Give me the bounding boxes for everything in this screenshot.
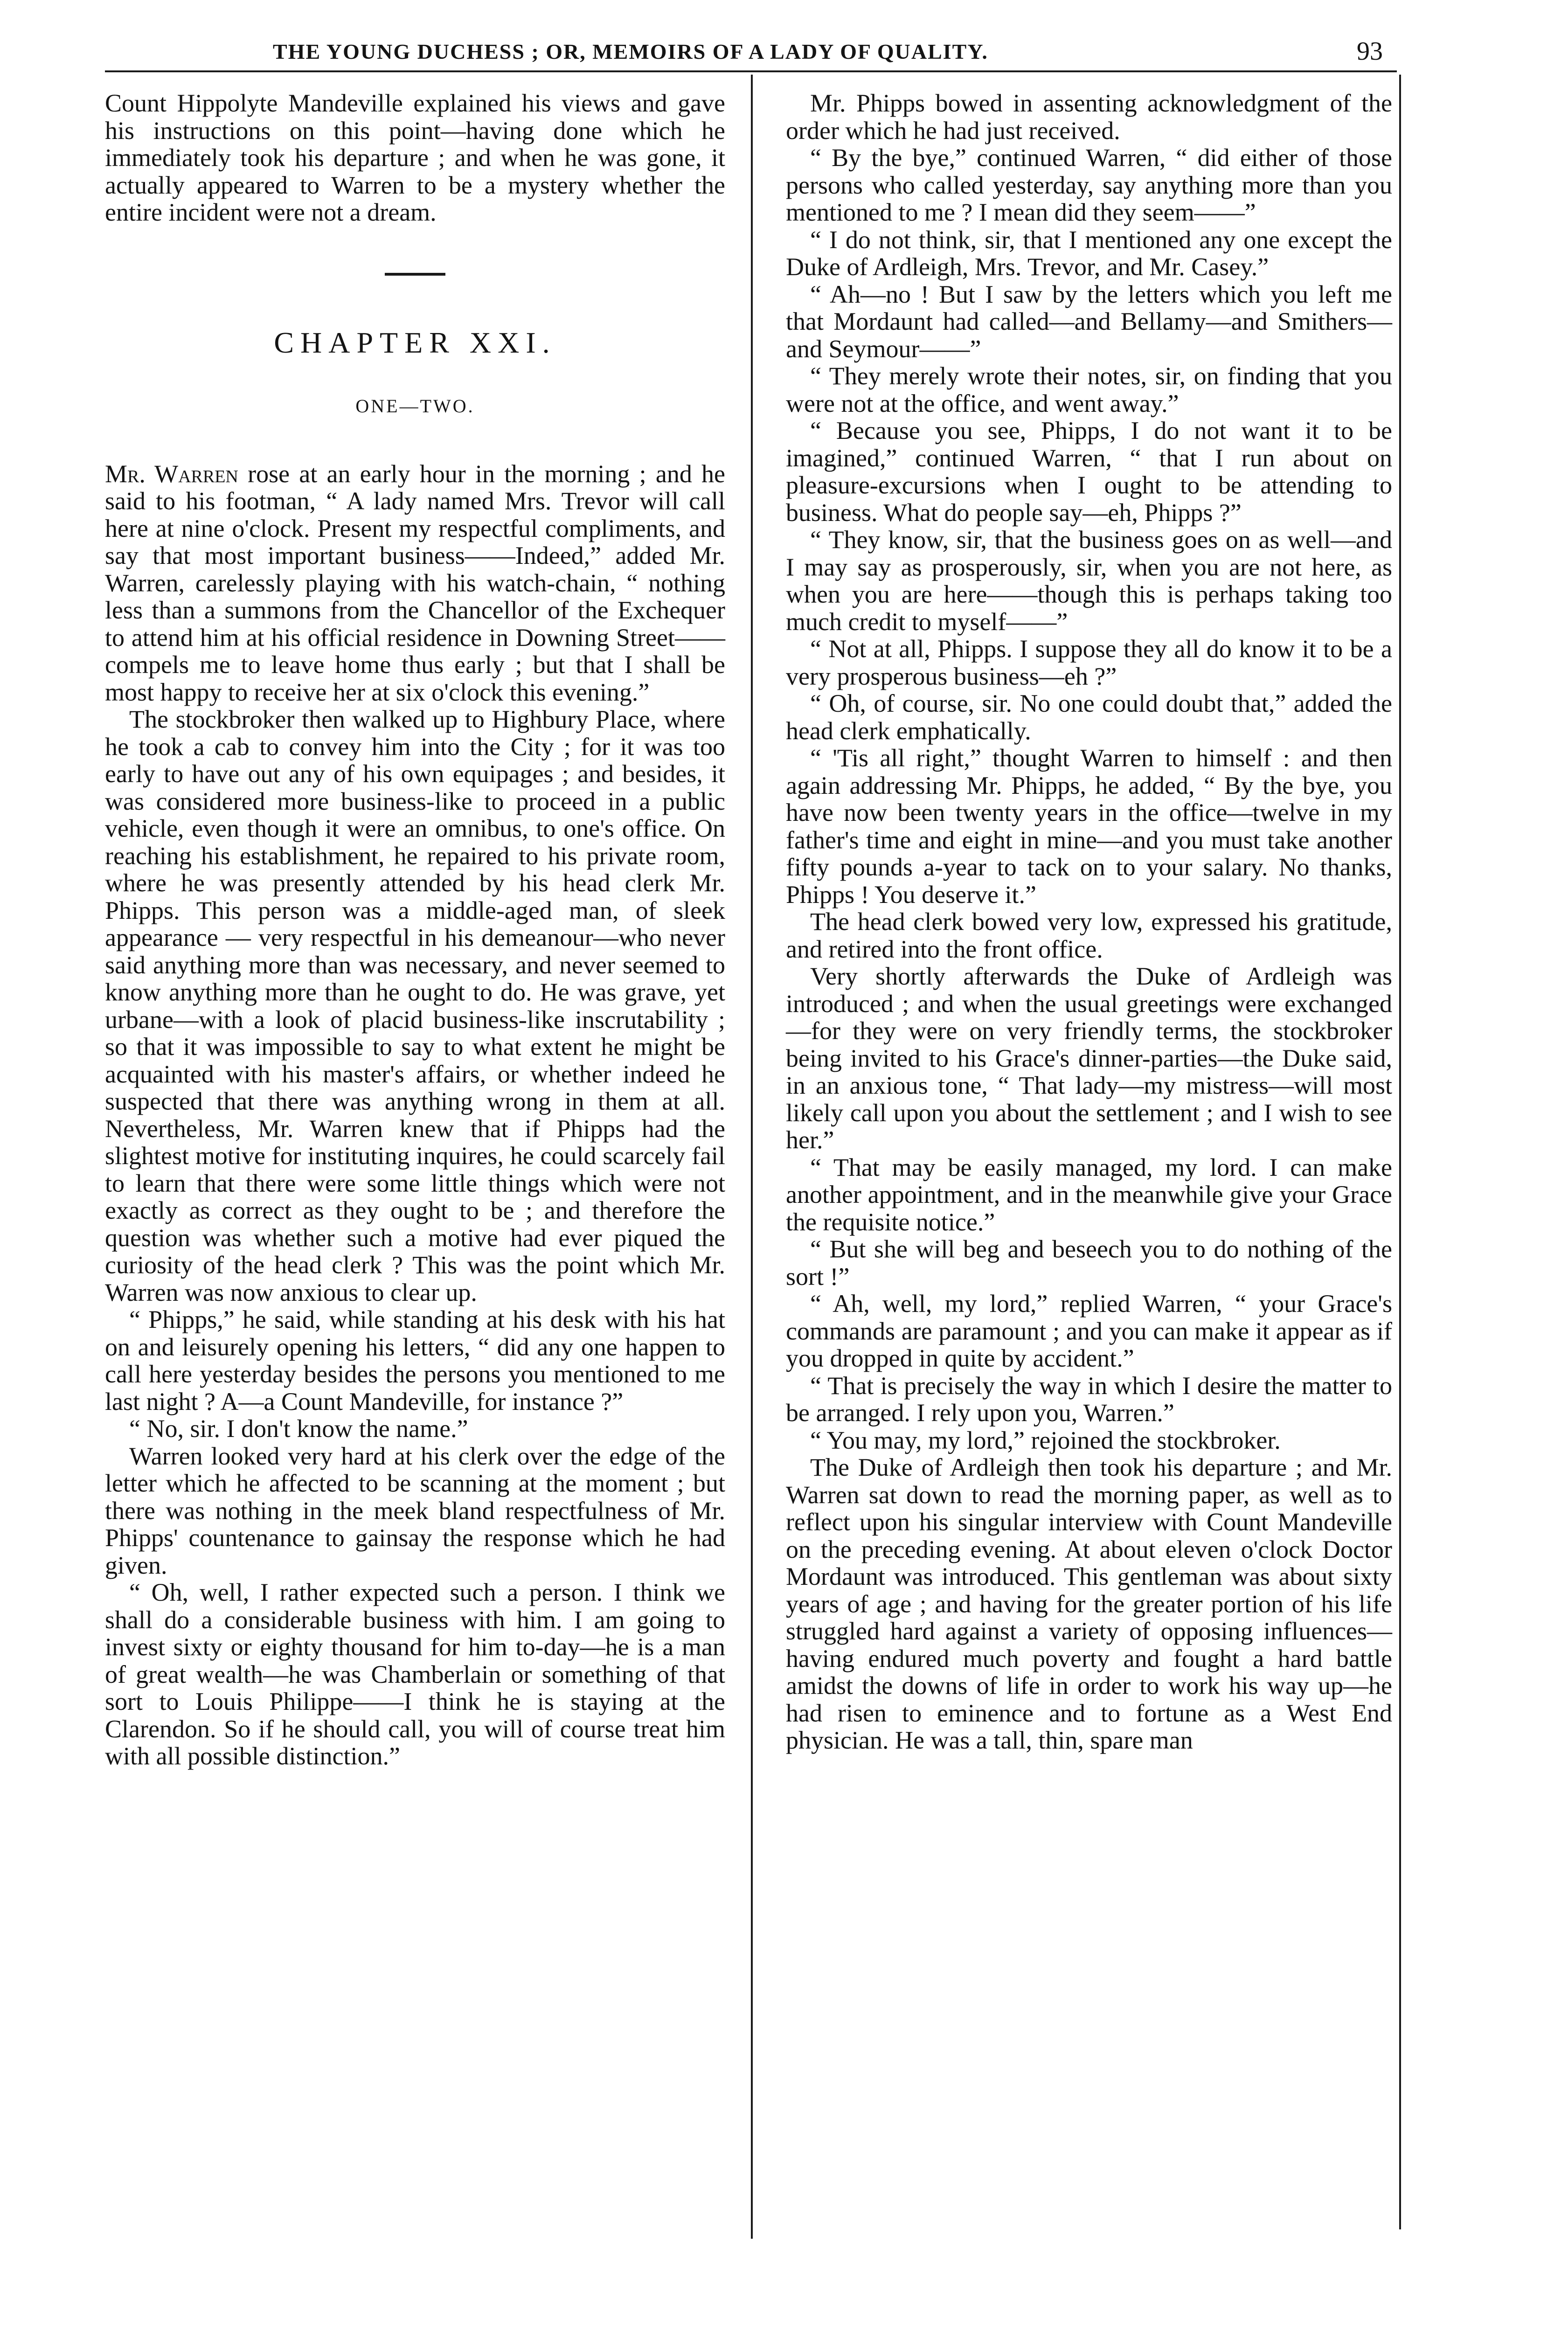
- right-column: [786, 90, 1392, 1754]
- paragraph: “ They merely wrote their notes, sir, on finding that you were not at the office, and went away.”: [786, 362, 1392, 417]
- chapter-heading: CHAPTER XXI.: [274, 326, 556, 359]
- left-column: [105, 90, 725, 1770]
- paragraph: “ You may, my lord,” rejoined the stockbroker.: [810, 1426, 1281, 1454]
- paragraph: “ Oh, of course, sir. No one could doubt that,” added the head clerk emphatically.: [786, 689, 1392, 745]
- paragraph: “ No, sir. I don't know the name.”: [129, 1415, 468, 1443]
- opening-words: Mr. Warren: [105, 459, 238, 488]
- paragraph: “ Because you see, Phipps, I do not want it to be imagined,” continued Warren, “ that I run about on pleasure-excursions when I ought to be attending to business. What do people say—eh, Phipps ?”: [786, 416, 1392, 527]
- paragraph: “ But she will beg and beseech you to do nothing of the sort !”: [786, 1235, 1392, 1291]
- paragraph: “ Ah—no ! But I saw by the letters which you left me that Mordaunt had called—and Bellamy—and Smithers—and Seymour——”: [786, 280, 1392, 363]
- first-paragraph-text: rose at an early hour in the morning ; and he said to his footman, “ A lady named Mrs. Trevor will call here at nine o'clock. Present my respectful compliments, and say that most important business——Indeed,” added Mr. Warren, carelessly playing with his watch-chain, “ nothing less than a summons from the Chancellor of the Exchequer to attend him at his official residence in Downing Street——compels me to leave home thus early ; but that I shall be most happy to receive her at six o'clock this evening.”: [105, 459, 726, 706]
- paragraph: Very shortly afterwards the Duke of Ardleigh was introduced ; and when the usual greetings were exchanged—for they were on very friendly terms, the stockbroker being invited to his Grace's dinner-parties—the Duke said, in an anxious tone, “ That lady—my mistress—will most likely call upon you about the settlement ; and I wish to see her.”: [786, 962, 1392, 1154]
- paragraph: “ They know, sir, that the business goes on as well—and I may say as prosperously, sir, when you are not here, as when you are here——though this is perhaps taking too much credit to myself——”: [786, 526, 1392, 636]
- paragraph: The Duke of Ardleigh then took his departure ; and Mr. Warren sat down to read the morning paper, as well as to reflect upon his singular interview with Count Mandeville on the preceding evening. At about eleven o'clock Doctor Mordaunt was introduced. This gentleman was about sixty years of age ; and having for the greater portion of his life struggled hard against a variety of opposing influences—having endured much poverty and fought a hard battle amidst the downs of life in order to work his way up—he had risen to eminence and to fortune as a West End physician. He was a tall, thin, spare man: [786, 1453, 1392, 1754]
- column-divider: [751, 75, 753, 2239]
- paragraph: The head clerk bowed very low, expressed his gratitude, and retired into the front office.: [786, 908, 1392, 963]
- paragraph: The stockbroker then walked up to Highbury Place, where he took a cab to convey him into the City ; for it was too early to have out any of his own equipages ; and besides, it was considered more business-like to proceed in a public vehicle, even though it were an omnibus, to one's office. On reaching his establishment, he repaired to his private room, where he was presently attended by his head clerk Mr. Phipps. This person was a middle-aged man, of sleek appearance — very respectful in his demeanour—who never said anything more than was necessary, and never seemed to know anything more than he ought to do. He was grave, yet urbane—with a look of placid business-like inscrutability ; so that it was impossible to say to what extent he might be acquainted with his master's affairs, or whether indeed he suspected that there was anything wrong in them at all. Nevertheless, Mr. Warren knew that if Phipps had the slightest motive for instituting inquires, he could scarcely fail to learn that there were some little things which were not exactly as correct as they ought to be ; and therefore the question was whether such a motive had ever piqued the curiosity of the head clerk ? This was the point which Mr. Warren was now anxious to clear up.: [105, 705, 725, 1306]
- paragraph: Warren looked very hard at his clerk over the edge of the letter which he affected to be scanning at the moment ; but there was nothing in the meek bland respectfulness of Mr. Phipps' countenance to gainsay the response which he had given.: [105, 1442, 725, 1579]
- first-paragraph: [105, 460, 725, 706]
- paragraph: “ I do not think, sir, that I mentioned any one except the Duke of Ardleigh, Mrs. Trevor, and Mr. Casey.”: [786, 225, 1392, 281]
- paragraph: “ Not at all, Phipps. I suppose they all do know it to be a very prosperous business—eh ?”: [786, 635, 1392, 690]
- section-divider: [385, 273, 445, 276]
- running-title: THE YOUNG DUCHESS ; OR, MEMOIRS OF A LADY OF QUALITY.: [273, 40, 988, 63]
- paragraph: “ That may be easily managed, my lord. I can make another appointment, and in the meanwhile give your Grace the requisite notice.”: [786, 1153, 1392, 1236]
- paragraph: “ 'Tis all right,” thought Warren to himself : and then again addressing Mr. Phipps, he added, “ By the bye, you have now been twenty years in the office—twelve in my father's time and eight in mine—and you must take another fifty pounds a-year to tack on to your salary. No thanks, Phipps ! You deserve it.”: [786, 744, 1392, 909]
- chapter-subtitle: ONE—TWO.: [355, 396, 475, 416]
- paragraph: “ That is precisely the way in which I desire the matter to be arranged. I rely upon you, Warren.”: [786, 1371, 1392, 1427]
- page-edge-rule: [1399, 75, 1401, 2229]
- paragraph: “ By the bye,” continued Warren, “ did either of those persons who called yesterday, say anything more than you mentioned to me ? I mean did they seem——”: [786, 144, 1392, 226]
- page-number: 93: [1357, 37, 1383, 66]
- paragraph: Mr. Phipps bowed in assenting acknowledgment of the order which he had just received.: [786, 89, 1392, 145]
- running-header: [105, 31, 1397, 72]
- paragraph: “ Oh, well, I rather expected such a person. I think we shall do a considerable business with him. I am going to invest sixty or eighty thousand for him to-day—he is a man of great wealth—he was Chamberlain or something of that sort to Louis Philippe——I think he is staying at the Clarendon. So if he should call, you will of course treat him with all possible distinction.”: [105, 1578, 725, 1770]
- paragraph: “ Phipps,” he said, while standing at his desk with his hat on and leisurely opening his letters, “ did any one happen to call here yesterday besides the persons you mentioned to me last night ? A—a Count Mandeville, for instance ?”: [105, 1305, 725, 1416]
- paragraph: “ Ah, well, my lord,” replied Warren, “ your Grace's commands are paramount ; and you can make it appear as if you dropped in quite by accident.”: [786, 1290, 1392, 1372]
- paragraph: Count Hippolyte Mandeville explained his views and gave his instructions on this point—having done which he immediately took his departure ; and when he was gone, it actually appeared to Warren to be a mystery whether the entire incident were not a dream.: [105, 89, 725, 226]
